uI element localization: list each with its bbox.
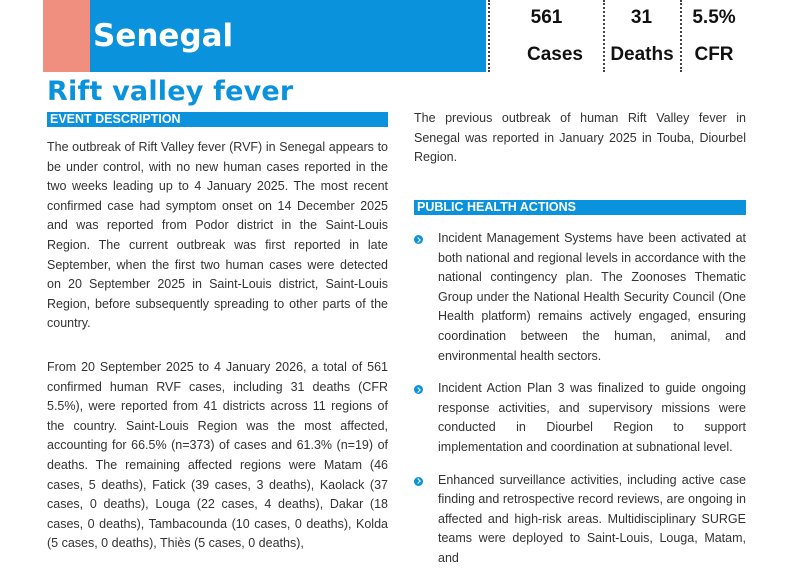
event-description-paragraph: The outbreak of Rift Valley fever (RVF) in Senegal appears to be under control, with no new human cases reported in the two weeks leading up to 4 January 2025. The most recent confirmed case had symptom onset on 14 December 2025 and was reported from Podor district in the Saint-Louis Region. The current outbreak was first reported in late September, when the first two human cases were detected on 20 September 2025 in Saint-Louis district, Saint-Louis Region, before subsequently spreading to other parts of the country. <box>47 140 388 331</box>
stat-cfr-label: CFR <box>694 44 734 65</box>
chevron-right-icon <box>414 385 423 394</box>
actions-list <box>414 229 746 582</box>
previous-outbreak-paragraph: The previous outbreak of human Rift Valley fever in Senegal was reported in January 2025 in Touba, Diourbel Region. <box>414 111 746 165</box>
country-title: Senegal <box>93 18 234 54</box>
event-description-heading: EVENT DESCRIPTION <box>47 112 388 127</box>
country-banner <box>90 0 486 72</box>
disease-title: Rift valley fever <box>47 76 294 107</box>
stat-cases-value: 561 <box>530 7 563 28</box>
stat-cfr-value: 5.5% <box>692 7 736 28</box>
stat-cases-label: Cases <box>527 44 583 65</box>
list-item <box>414 471 746 569</box>
list-item <box>414 229 746 366</box>
list-item <box>414 379 746 457</box>
case-summary-paragraph: From 20 September 2025 to 4 January 2026, a total of 561 confirmed human RVF cases, including 31 deaths (CFR 5.5%), were reported from 41 districts across 11 regions of the country. Saint-Louis Region was the most affected, accounting for 66.5% (n=373) of cases and 61.3% (n=19) of deaths. The remaining affected regions were Matam (46 cases, 5 deaths), Fatick (39 cases, 3 deaths), Kaolack (37 cases, 0 deaths), Louga (22 cases, 4 deaths), Dakar (18 cases, 0 deaths), Tambacounda (10 cases, 0 deaths), Kolda (5 cases, 0 deaths), Thiès (5 cases, 0 deaths), <box>47 360 388 551</box>
stat-deaths-value: 31 <box>630 7 653 28</box>
list-item-text: Incident Action Plan 3 was finalized to guide ongoing response activities, and supervisory missions were conducted in Diourbel Region to support implementation and coordination at subnational level. <box>438 381 746 454</box>
header-accent-block <box>43 0 90 72</box>
chevron-right-icon <box>414 235 423 244</box>
stat-deaths-label: Deaths <box>610 44 674 65</box>
list-item-text: Enhanced surveillance activities, including active case finding and retrospective record reviews, are ongoing in affected and high-risk areas. Multidisciplinary SURGE teams were deployed to Saint-Louis, Louga, Matam, and <box>438 472 746 565</box>
public-health-actions-heading: PUBLIC HEALTH ACTIONS <box>414 200 746 215</box>
list-item-text: Incident Management Systems have been activated at both national and regional levels in accordance with the national contingency plan. The Zoonoses Thematic Group under the National Health Security Council (One Health platform) remains actively engaged, ensuring coordination between the human, animal, and environmental health sectors. <box>438 231 746 363</box>
chevron-right-icon <box>414 477 423 486</box>
